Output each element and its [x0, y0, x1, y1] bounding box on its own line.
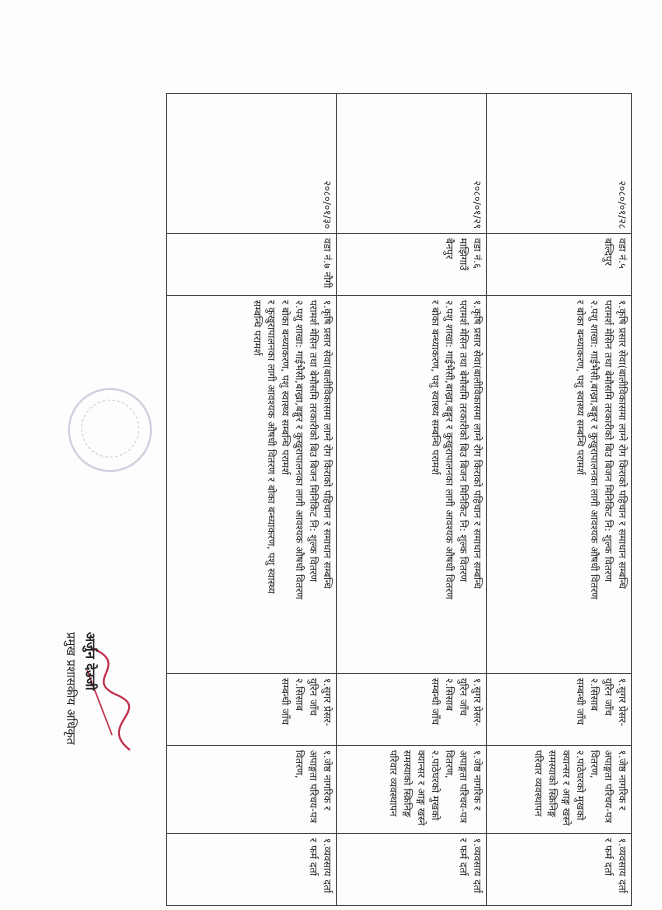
table-row [167, 94, 337, 906]
cell-line: २.पशु शाखा: गाईभैसी,बाख्रा,बङ्गुर र कुखुरापालनका लागी आवश्यक औषधी वितरण [443, 300, 454, 600]
cell-line: र बोका बन्ध्याकरण, पशु स्वास्थ्य सम्बन्धि परामर्श [574, 300, 585, 475]
cell-line: अपाङ्गता परिचय-पत्र [307, 750, 318, 824]
row-place: वडा नं.५ बल्दिपुर [487, 234, 632, 296]
cell-line: परिवार व्यवस्थापन [532, 750, 543, 817]
cell-line: र फर्म दर्ता [457, 838, 468, 876]
cell-line: सम्बन्धी जाँच [279, 678, 290, 725]
cell-line: सम्बन्धि परामर्श [251, 300, 262, 356]
table-row [487, 94, 632, 906]
row-registration-services [337, 746, 487, 834]
row-services [337, 296, 487, 674]
cell-line: वितरण, [443, 750, 454, 779]
row-business-registration [167, 834, 337, 906]
cell-line: परिवार व्यवस्थापन [387, 750, 398, 817]
cell-line: परामर्श मेसिन तथा बेमौसमि तरकारीको बिउ बिजन मिनिकिट नि: शुल्क वितरण [307, 300, 318, 582]
cell-line: सम्बन्धी जाँच [429, 678, 440, 725]
cell-line: १.सुगर प्रेसर- [471, 678, 482, 727]
cell-line: युरिन जाँच [602, 678, 613, 716]
officer-name: अर्जुन देउजी [82, 632, 97, 691]
cell-line: र कुखुरापालनका लागी आवश्यक औषधी वितरण र बोका बन्ध्याकरण, पशु स्वास्थ्य [265, 300, 276, 594]
table-row [337, 94, 487, 906]
row-business-registration [487, 834, 632, 906]
cell-line: अपाङ्गता परिचय-पत्र [457, 750, 468, 824]
cell-line: र फर्म दर्ता [307, 838, 318, 876]
cell-line: २.पाठेघरको मुखको [574, 750, 585, 821]
cell-line: १.जेष्ठ नागरिक र [321, 750, 332, 811]
cell-line: अपाङ्गता परिचय-पत्र [602, 750, 613, 824]
cell-line: २.सिसाब [443, 678, 454, 711]
cell-line: २.पाठेघरको मुखको [429, 750, 440, 821]
cell-line: १.सुगर प्रेसर- [616, 678, 627, 727]
signature-block [63, 632, 100, 892]
row-date: २०८०/०१/२८ [487, 94, 632, 234]
row-health-checks [337, 674, 487, 746]
cell-line: १.व्यवसाय दर्ता [471, 838, 482, 894]
row-place: वडा नं.६ माझिगाउँ बैनपुर [337, 234, 487, 296]
schedule-table-body [167, 94, 632, 906]
cell-line: क्यान्सर र आङ्ग खस्ने [560, 750, 571, 826]
cell-line: वितरण, [293, 750, 304, 779]
cell-line: १.व्यवसाय दर्ता [616, 838, 627, 894]
row-place: वडा नं.७ नौगी [167, 234, 337, 296]
cell-line: क्यान्सर र आङ्ग खस्ने [415, 750, 426, 826]
cell-line: र बोका बन्ध्याकरण, पशु स्वास्थ्य सम्बन्धि परामर्श [279, 300, 290, 475]
office-stamp [52, 372, 169, 489]
cell-line: १.कृषि प्रसार सेवा(बालीविकासमा लाग्ने रोग किराको पहिचान र समाधान सम्बन्धि [471, 300, 482, 589]
cell-line: १.कृषि प्रसार सेवा(बालीविकासमा लाग्ने रोग किराको पहिचान र समाधान सम्बन्धि [616, 300, 627, 589]
row-services [487, 296, 632, 674]
cell-line: १.व्यवसाय दर्ता [321, 838, 332, 894]
cell-line: २.पशु शाखा: गाईभैसी,बाख्रा,बङ्गुर र कुखुरापालनका लागी आवश्यक औषधी वितरण [293, 300, 304, 600]
officer-title: प्रमुख प्रशासकीय अधिकृत [64, 632, 78, 745]
cell-line: समस्याको स्क्रिनिङ्ग [401, 750, 412, 818]
cell-line: २.सिसाब [588, 678, 599, 711]
cell-line: परामर्श मेसिन तथा बेमौसमि तरकारीको बिउ बिजन मिनिकिट नि: शुल्क वितरण [602, 300, 613, 582]
row-registration-services [167, 746, 337, 834]
cell-line: युरिन जाँच [307, 678, 318, 716]
cell-line: २.पशु शाखा: गाईभैसी,बाख्रा,बङ्गुर र कुखुरापालनका लागी आवश्यक औषधी वितरण [588, 300, 599, 600]
cell-line: र बोका बन्ध्याकरण, पशु स्वास्थ्य सम्बन्धि परामर्श [429, 300, 440, 475]
cell-line: २.सिसाब [293, 678, 304, 711]
cell-line: परामर्श मेसिन तथा बेमौसमि तरकारीको बिउ बिजन मिनिकिट नि: शुल्क वितरण [457, 300, 468, 582]
cell-line: समस्याको स्क्रिनिङ्ग [546, 750, 557, 818]
row-date: २०८०/०१/२९ [337, 94, 487, 234]
cell-line: १.जेष्ठ नागरिक र [471, 750, 482, 811]
row-health-checks [487, 674, 632, 746]
row-business-registration [337, 834, 487, 906]
cell-line: १.कृषि प्रसार सेवा(बालीविकासमा लाग्ने रोग किराको पहिचान र समाधान सम्बन्धि [321, 300, 332, 589]
cell-line: १.सुगर प्रेसर- [321, 678, 332, 727]
row-registration-services [487, 746, 632, 834]
row-health-checks [167, 674, 337, 746]
schedule-table [166, 93, 632, 906]
cell-line: सम्बन्धी जाँच [574, 678, 585, 725]
cell-line: युरिन जाँच [457, 678, 468, 716]
row-services [167, 296, 337, 674]
cell-line: वितरण, [588, 750, 599, 779]
cell-line: र फर्म दर्ता [602, 838, 613, 876]
cell-line: १.जेष्ठ नागरिक र [616, 750, 627, 811]
row-date: २०८०/०१/३० [167, 94, 337, 234]
